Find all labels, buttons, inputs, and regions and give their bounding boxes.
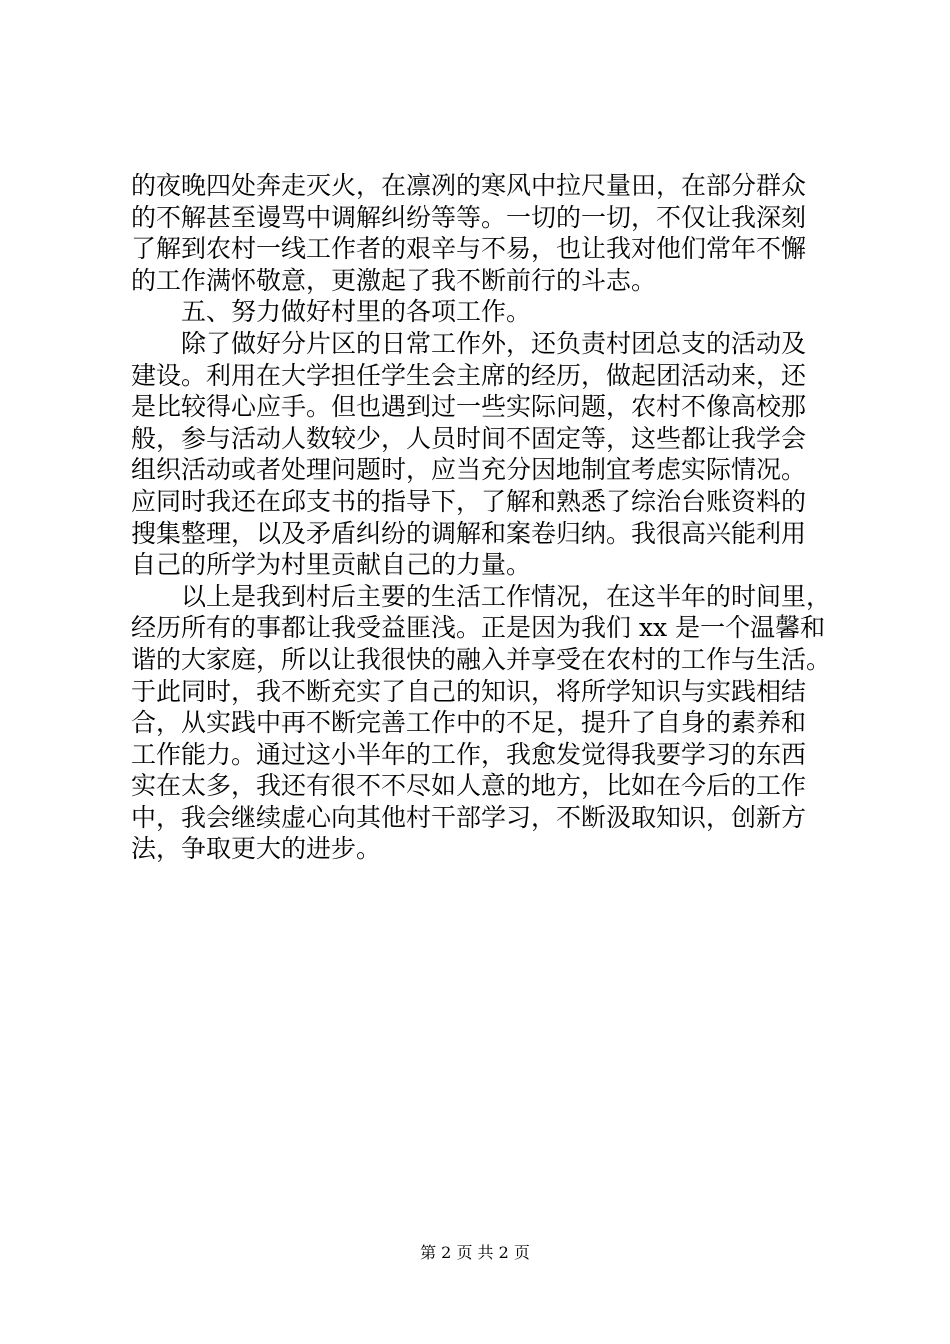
text-line: 般，参与活动人数较少，人员时间不固定等，这些都让我学会 xyxy=(131,423,807,453)
text-line: 于此同时，我不断充实了自己的知识，将所学知识与实践相结 xyxy=(131,676,807,706)
text-line: 合，从实践中再不断完善工作中的不足，提升了自身的素养和 xyxy=(131,708,807,738)
page-footer xyxy=(0,1240,950,1263)
text-line: 法，争取更大的进步。 xyxy=(131,834,382,864)
text-line: 搜集整理，以及矛盾纠纷的调解和案卷归纳。我很高兴能利用 xyxy=(131,518,807,548)
text-line: 的不解甚至谩骂中调解纠纷等等。一切的一切，不仅让我深刻 xyxy=(131,202,807,232)
text-line: 以上是我到村后主要的生活工作情况，在这半年的时间里， xyxy=(131,581,832,611)
document-body xyxy=(131,170,841,865)
page-number: 第 2 页 共 2 页 xyxy=(420,1243,530,1262)
text-line: 自己的所学为村里贡献自己的力量。 xyxy=(131,550,532,580)
text-line: 除了做好分片区的日常工作外，还负责村团总支的活动及 xyxy=(131,328,807,358)
text-line: 建设。利用在大学担任学生会主席的经历，做起团活动来，还 xyxy=(131,360,807,390)
text-line: 了解到农村一线工作者的艰辛与不易，也让我对他们常年不懈 xyxy=(131,234,807,264)
text-line: 经历所有的事都让我受益匪浅。正是因为我们 xx 是一个温馨和 xyxy=(131,613,826,643)
text-line: 中，我会继续虚心向其他村干部学习，不断汲取知识，创新方 xyxy=(131,802,807,832)
text-line: 实在太多，我还有很不不尽如人意的地方，比如在今后的工作 xyxy=(131,771,807,801)
text-line: 应同时我还在邱支书的指导下，了解和熟悉了综治台账资料的 xyxy=(131,486,807,516)
text-line: 组织活动或者处理问题时，应当充分因地制宜考虑实际情况。 xyxy=(131,455,807,485)
text-line: 的工作满怀敬意，更激起了我不断前行的斗志。 xyxy=(131,265,657,295)
text-line: 是比较得心应手。但也遇到过一些实际问题，农村不像高校那 xyxy=(131,392,807,422)
text-line: 谐的大家庭，所以让我很快的融入并享受在农村的工作与生活。 xyxy=(131,644,832,674)
section-heading: 五、努力做好村里的各项工作。 xyxy=(131,297,532,327)
text-line: 工作能力。通过这小半年的工作，我愈发觉得我要学习的东西 xyxy=(131,739,807,769)
text-line: 的夜晚四处奔走灭火，在凛冽的寒风中拉尺量田，在部分群众 xyxy=(131,171,807,200)
